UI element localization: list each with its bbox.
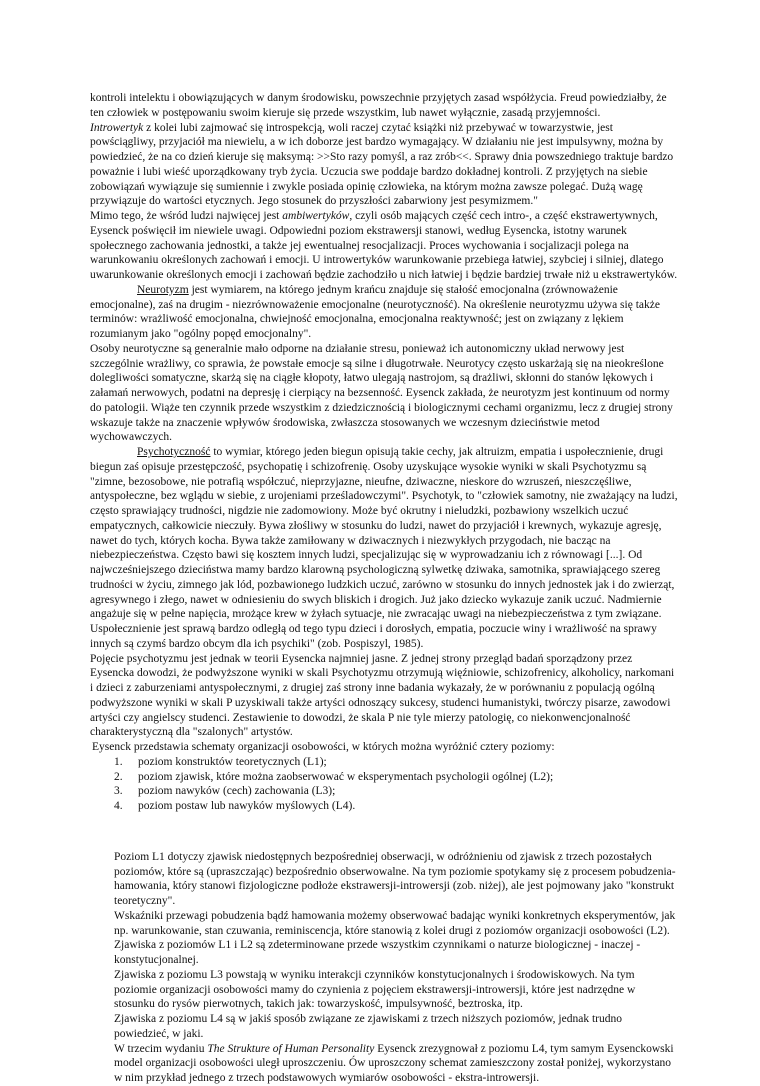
list-item-number: 4.: [114, 800, 123, 812]
spacer: [90, 814, 678, 850]
paragraph-neuroticism-text: jest wymiarem, na którego jednym krańcu znajduje się stałość emocjonalna (zrównoważenie emocjonalne), zaś na drugim - niezrównoważenie emocjonalne (neurotyczność). Na określenie neurotyzmu używa się także terminów: wrażliwość emocjonalna, chwiejność emocjonalna, emocjonalna reaktywność; jest on związany z lękiem rozumianym jako "ogólny popęd emocjonalny".: [90, 283, 660, 340]
list-item-text: poziom nawyków (cech) zachowania (L3);: [138, 785, 336, 798]
paragraph-level-l3: Zjawiska z poziomu L3 powstają w wyniku interakcji czynników konstytucjonalnych i środowiskowych. Na tym poziomie organizacji osobowości mamy do czynienia z pojęciem ekstrawersji-introwersji, które jest nadrzędne w stosunku do rysów pierwotnych, takich jak: towarzyskość, impulsywność, beztroska, itp.: [114, 968, 636, 1011]
paragraph-third-edition-text-b: Eysenck zrezygnował z poziomu L4, tym samym Eysenckowski model organizacji osobowości uległ uproszczeniu. Ów uproszczony schemat zamieszczony został poniżej, wykorzystano w nim przykład jednego z trzech podstawowych wymiarów osobowości - ekstra-introwersji.: [114, 1042, 674, 1084]
book-title: The Strukture of Human Personality: [207, 1042, 375, 1055]
list-item-text: poziom zjawisk, które można zaobserwować w eksperymentach psychologii ogólnej (L2);: [138, 770, 554, 783]
document-page: [90, 91, 678, 1086]
paragraph-ambivert: [90, 209, 678, 283]
term-neuroticism: Neurotyzm: [137, 283, 189, 296]
paragraph-psychoticism-text: to wymiar, którego jeden biegun opisują takie cechy, jak altruizm, empatia i uspołecznienie, drugi biegun zaś opisuje przestępczość, psychopatię i schizofrenię. Osoby uzyskujące wysokie wyniki w skali Psychotyzmu są "zimne, bezosobowe, nie potrafią współczuć, nieprzyjazne, nieufne, dziwaczne, nieskore do wzruszeń, nieszczęśliwe, antyspołeczne, bez wglądu w siebie, z urojeniami prześladowczymi". Psychotyk, to "człowiek samotny, nie zważający na ludzi, często sprawiający trudności, nigdzie nie zadomowiony. Może być okrutny i nieludzki, pozbawiony wszelkich uczuć empatycznych, całkowicie nieczuły. Bywa złośliwy w stosunku do ludzi, nawet do przyjaciół i krewnych, wykazuje agresję, nawet do tych, których kocha. Bywa także zamiłowany w dziwacznych i niezwykłych przygodach, nie bacząc na niebezpieczeństwa. Często bawi się kosztem innych ludzi, specjalizując się w wyprowadzaniu ich z równowagi [...]. Od najwcześniejszego dzieciństwa mamy bardzo klarowną psychologiczną sylwetkę dziwaka, samotnika, sprawiającego szereg trudności w życiu, zimnego jak lód, pozbawionego ludzkich uczuć, zarówno w stosunku do innych jednostek jak i do zwierząt, agresywnego i złego, nawet w odniesieniu do swych bliskich i drogich. Już jako dziecko wykazuje zanik uczuć. Nadmiernie angażuje się w pełne napięcia, mrożące krew w żyłach sytuacje, nie zwracając uwagi na niebezpieczeństwa z tym związane. Uspołecznienie jest sprawą bardzo odległą od tego typu dzieci i dorosłych, empatia, poczucie winy i wrażliwość na sprawy innych są czymś bardzo obcym dla ich psychiki" (zob. Pospiszyl, 1985).: [90, 446, 678, 650]
list-item: [90, 799, 678, 814]
paragraph-psychoticism: [90, 445, 678, 652]
paragraph-neuroticism: [90, 283, 678, 342]
term-ambivert: ambiwertyków: [282, 210, 350, 222]
paragraph-intro-continuation: kontroli intelektu i obowiązujących w danym środowisku, powszechnie przyjętych zasad współżycia. Freud powiedziałby, że ten człowiek w postępowaniu swoim kieruje się przede wszystkim, lub nawet wyłącznie, zasadą przyjemności.: [90, 92, 667, 119]
paragraph-ambivert-text-b: , czyli osób mających część cech intro-, a część ekstrawertywnych, Eysenck poświęcił im niewiele uwagi. Odpowiedni poziom ekstrawersji stanowi, według Eysencka, istotny warunek społecznego zachowania jednostki, a także jej ewentualnej resocjalizacji. Proces wychowania i socjalizacji polega na warunkowaniu określonych zachowań i emocji. U introwertyków warunkowanie przebiega łatwiej, szybciej i silniej, dlatego uwarunkowanie określonych emocji i zachowań będzie zachodziło u nich łatwiej i będzie bardziej trwałe niż u ekstrawertyków.: [90, 210, 678, 281]
paragraph-level-l2: Wskaźniki przewagi pobudzenia bądź hamowania możemy obserwować badając wyniki konkretnych eksperymentów, jak np. warunkowanie, stan czuwania, reminiscencja, które stanowią z kolei drugi z poziomów organizacji osobowości (L2). Zjawiska z poziomów L1 i L2 są zdeterminowane przede wszystkim czynnikami o naturze biologicznej - inaczej - konstytucjonalnej.: [114, 909, 676, 966]
term-introvert: Introwertyk: [90, 121, 144, 134]
levels-description-block: [90, 850, 678, 1086]
list-item-number: 2.: [114, 770, 123, 783]
list-item: [90, 784, 678, 799]
list-item-number: 3.: [114, 785, 123, 798]
paragraph-ambivert-text-a: Mimo tego, że wśród ludzi najwięcej jest: [90, 210, 283, 222]
paragraph-psychoticism-concept: Pojęcie psychotyzmu jest jednak w teorii Eysencka najmniej jasne. Z jednej strony przegląd badań sporządzony przez Eysencka dowodzi, że podwyższone wyniki w skali Psychotyzmu otrzymują więźniowie, schizofrenicy, alkoholicy, narkomani i dzieci z zaburzeniami antyspołecznymi, z drugiej zaś strony inne badania wykazały, że w porównaniu z populacją ogólną podwyższone wyniki w skali P uzyskiwali także artyści odnoszący sukcesy, studenci humanistyki, twórczy pisarze, zawodowi artyści czy angielscy studenci. Zestawienie to dowodzi, że skala P nie tyle mierzy patologię, co niekonwencjonalność charakterystyczną dla "szalonych" artystów.: [90, 652, 675, 739]
paragraph-third-edition-text-a: W trzecim wydaniu: [114, 1042, 208, 1055]
paragraph-introvert-text: z kolei lubi zajmować się introspekcją, woli raczej czytać książki niż przebywać w towarzystwie, jest powściągliwy, przyjaciół ma niewielu, a w ich doborze jest bardzo wymagający. W działaniu nie jest impulsywny, można by powiedzieć, że na co dzień kieruje się maksymą: >>Sto razy pomyśl, a raz zrób<<. Sprawy dnia powszedniego traktuje bardzo poważnie i lubi wieść uporządkowany tryb życia. Uczucia swe poddaje bardzo dokładnej kontroli. Z przyjętych na siebie zobowiązań wywiązuje się sumiennie i zwykle posiada opinię człowieka, na którym można zawsze polegać. Dużą wagę przywiązuje do wartości etycznych. Jego stosunek do przyszłości zabarwiony jest pesymizmem.": [90, 121, 674, 208]
list-item: [90, 755, 678, 770]
list-item-text: poziom konstruktów teoretycznych (L1);: [138, 755, 327, 768]
paragraph-introvert: [90, 121, 678, 210]
term-psychoticism: Psychotyczność: [137, 446, 211, 458]
list-item-text: poziom postaw lub nawyków myślowych (L4).: [138, 800, 356, 812]
levels-list: [90, 755, 678, 814]
paragraph-third-edition: [114, 1042, 678, 1086]
list-item: [90, 770, 678, 785]
list-item-number: 1.: [114, 755, 123, 768]
paragraph-level-l4: Zjawiska z poziomu L4 są w jakiś sposób związane ze zjawiskami z trzech niższych poziomów, jednak trudno powiedzieć, w jaki.: [114, 1013, 622, 1040]
paragraph-levels-intro: Eysenck przedstawia schematy organizacji osobowości, w których można wyróżnić cztery poziomy:: [92, 741, 555, 753]
paragraph-neurotic-people: Osoby neurotyczne są generalnie mało odporne na działanie stresu, ponieważ ich autonomiczny układ nerwowy jest szczególnie wrażliwy, co sprawia, że powstałe emocje są silne i długotrwałe. Neurotycy często uskarżają się na nieokreślone dolegliwości somatyczne, skarżą się na ciągłe kłopoty, łatwo ulegają nastrojom, są drażliwi, skłonni do stanów lękowych i załamań nerwowych, podatni na depresję i cierpiący na bezsenność. Eysenck zakłada, że neurotyzm jest kontinuum od normy do patologii. Wiąże ten czynnik przede wszystkim z dziedzicznością i biologicznymi cechami organizmu, lecz z drugiej strony wskazuje także na znaczenie wpływów środowiska, zwłaszcza stosowanych we wczesnym dzieciństwie metod wychowawczych.: [90, 342, 673, 444]
paragraph-level-l1: Poziom L1 dotyczy zjawisk niedostępnych bezpośredniej obserwacji, w odróżnieniu od zjawisk z trzech pozostałych poziomów, które są (upraszczając) bezpośrednio obserwowalne. Na tym poziomie spotykamy się z procesem pobudzenia-hamowania, który stanowi fizjologiczne podłoże ekstrawersji-introwersji (zob. niżej), ale jest pojmowany jako "konstrukt teoretyczny".: [114, 850, 676, 907]
